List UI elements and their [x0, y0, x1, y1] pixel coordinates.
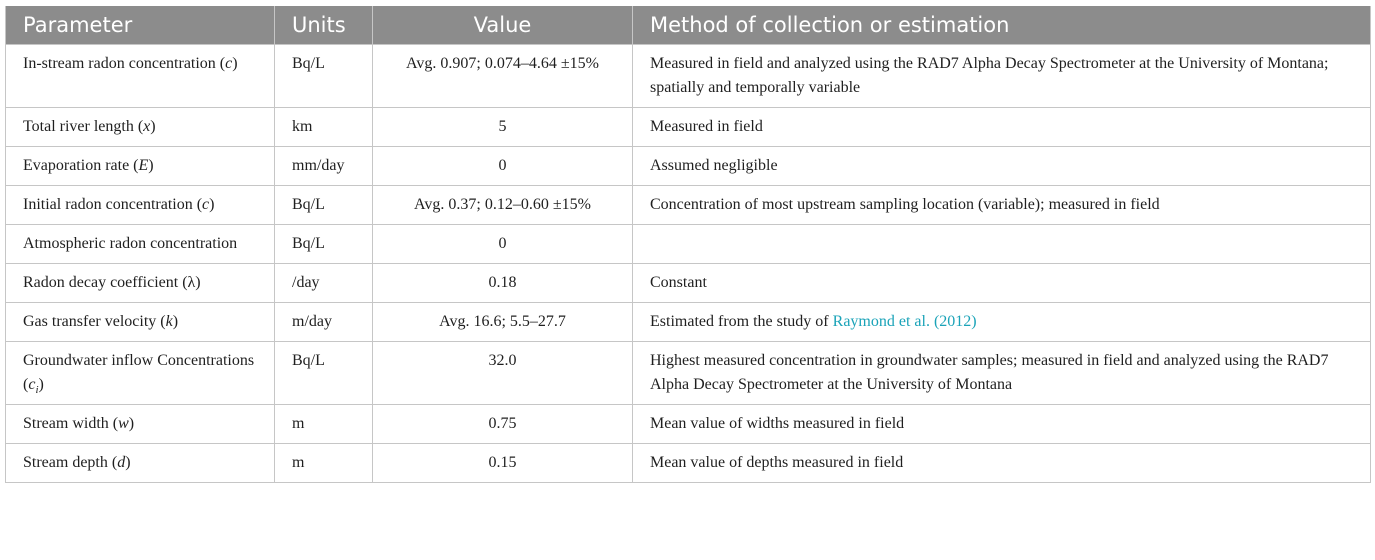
units-cell: /day — [275, 264, 373, 303]
parameter-cell: Stream depth (d) — [6, 444, 275, 483]
parameter-cell: Groundwater inflow Concentrations $(c_i)$ — [6, 342, 275, 405]
parameter-cell: Gas transfer velocity (k) — [6, 303, 275, 342]
method-cell: Measured in field — [633, 108, 1371, 147]
value-cell: 0 — [373, 147, 633, 186]
parameter-cell: Atmospheric radon concentration — [6, 225, 275, 264]
parameter-table-container — [5, 6, 1370, 483]
citation-link[interactable]: Raymond et al. (2012) — [832, 313, 977, 330]
method-cell: Concentration of most upstream sampling location (variable); measured in field — [633, 186, 1371, 225]
units-cell: m — [275, 444, 373, 483]
table-row — [6, 186, 1371, 225]
header-parameter: Parameter — [6, 6, 275, 45]
parameter-cell: In-stream radon concentration (c) — [6, 45, 275, 108]
parameter-table — [5, 6, 1371, 483]
table-row — [6, 45, 1371, 108]
method-cell: Estimated from the study of Raymond et al. (2012) — [633, 303, 1371, 342]
value-cell: 0.18 — [373, 264, 633, 303]
units-cell: Bq/L — [275, 225, 373, 264]
table-row — [6, 342, 1371, 405]
parameter-cell: Evaporation rate (E) — [6, 147, 275, 186]
units-cell: km — [275, 108, 373, 147]
header-units: Units — [275, 6, 373, 45]
table-header-row — [6, 6, 1371, 45]
units-cell: m — [275, 405, 373, 444]
table-row — [6, 147, 1371, 186]
header-method: Method of collection or estimation — [633, 6, 1371, 45]
parameter-cell: Radon decay coefficient (λ) — [6, 264, 275, 303]
value-cell: Avg. 0.37; 0.12–0.60 ±15% — [373, 186, 633, 225]
parameter-cell: Stream width (w) — [6, 405, 275, 444]
value-cell: 0 — [373, 225, 633, 264]
method-cell — [633, 225, 1371, 264]
units-cell: Bq/L — [275, 186, 373, 225]
method-cell: Measured in field and analyzed using the RAD7 Alpha Decay Spectrometer at the University of Montana; spatially and temporally variable — [633, 45, 1371, 108]
units-cell: mm/day — [275, 147, 373, 186]
method-cell: Mean value of widths measured in field — [633, 405, 1371, 444]
parameter-cell: Initial radon concentration (c) — [6, 186, 275, 225]
header-value: Value — [373, 6, 633, 45]
method-cell: Highest measured concentration in groundwater samples; measured in field and analyzed using the RAD7 Alpha Decay Spectrometer at the University of Montana — [633, 342, 1371, 405]
value-cell: 0.15 — [373, 444, 633, 483]
value-cell: 0.75 — [373, 405, 633, 444]
value-cell: 32.0 — [373, 342, 633, 405]
value-cell: Avg. 0.907; 0.074–4.64 ±15% — [373, 45, 633, 108]
parameter-cell: Total river length (x) — [6, 108, 275, 147]
table-row — [6, 444, 1371, 483]
table-row — [6, 264, 1371, 303]
units-cell: Bq/L — [275, 342, 373, 405]
table-row — [6, 108, 1371, 147]
units-cell: m/day — [275, 303, 373, 342]
table-row — [6, 225, 1371, 264]
method-cell: Assumed negligible — [633, 147, 1371, 186]
table-row — [6, 405, 1371, 444]
units-cell: Bq/L — [275, 45, 373, 108]
value-cell: Avg. 16.6; 5.5–27.7 — [373, 303, 633, 342]
value-cell: 5 — [373, 108, 633, 147]
method-cell: Constant — [633, 264, 1371, 303]
table-row — [6, 303, 1371, 342]
method-cell: Mean value of depths measured in field — [633, 444, 1371, 483]
